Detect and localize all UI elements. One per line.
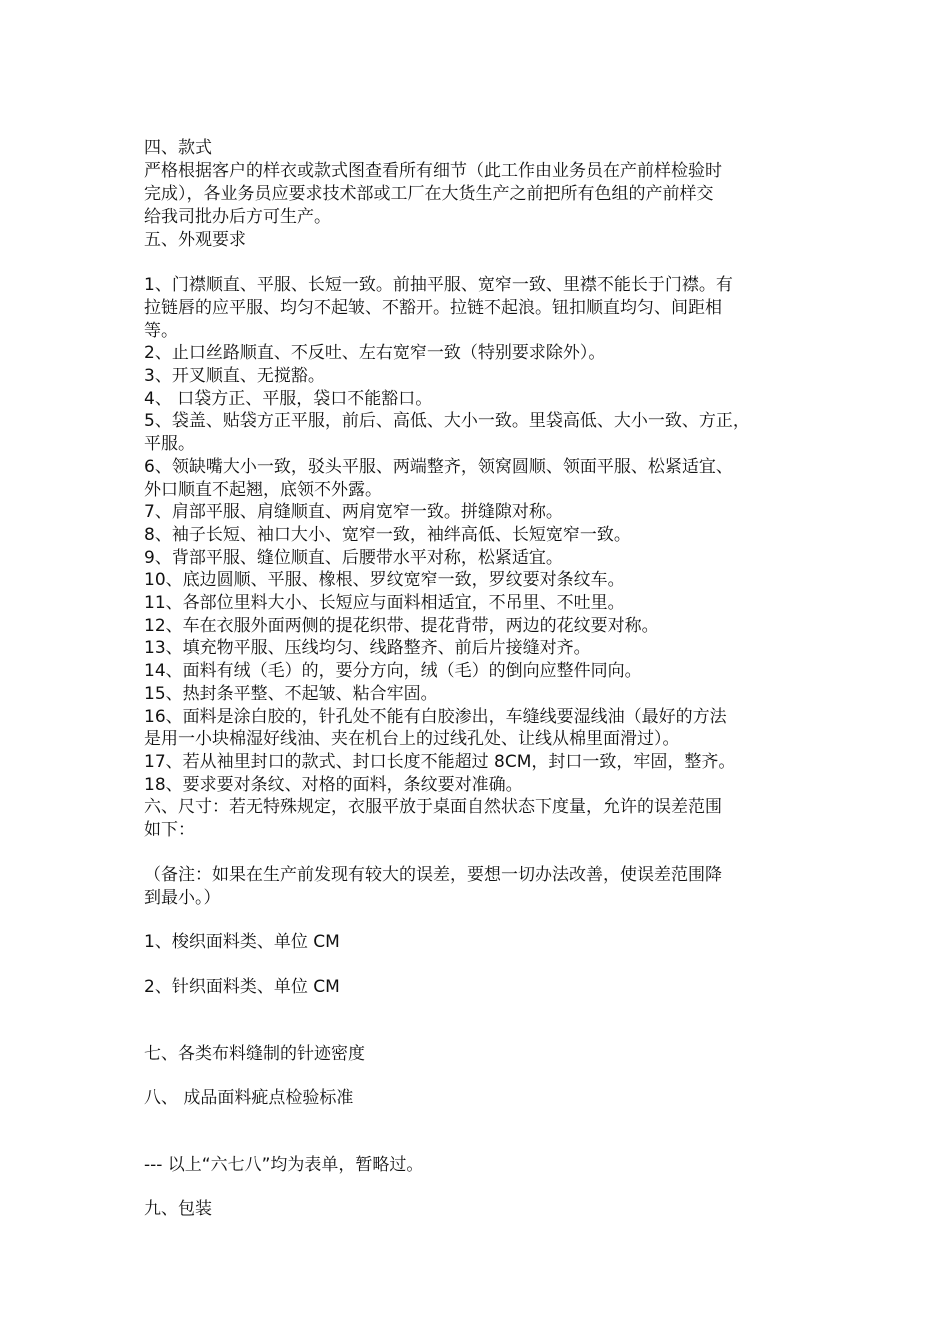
list-item: 5、袋盖、贴袋方正平服，前后、高低、大小一致。里袋高低、大小一致、方正，	[144, 411, 750, 431]
section-heading-stitch-density: 七、各类布料缝制的针迹密度	[144, 1044, 365, 1064]
list-item: 1、门襟顺直、平服、长短一致。前抽平服、宽窄一致、里襟不能长于门襟。有	[144, 275, 733, 295]
list-item: 18、要求要对条纹、对格的面料，条纹要对准确。	[144, 775, 523, 795]
list-item: 2、止口丝路顺直、不反吐、左右宽窄一致（特别要求除外）。	[144, 343, 606, 363]
paragraph-line: 严格根据客户的样衣或款式图查看所有细节（此工作由业务员在产前样检验时	[144, 161, 722, 181]
paragraph-line: 完成），各业务员应要求技术部或工厂在大货生产之前把所有色组的产前样交	[144, 184, 714, 204]
list-item: 12、车在衣服外面两侧的提花织带、提花背带，两边的花纹要对称。	[144, 616, 659, 636]
list-item: 7、肩部平服、肩缝顺直、两肩宽窄一致。拼缝隙对称。	[144, 502, 563, 522]
list-item: 15、热封条平整、不起皱、粘合牢固。	[144, 684, 438, 704]
list-item: 14、面料有绒（毛）的，要分方向，绒（毛）的倒向应整件同向。	[144, 661, 642, 681]
section-heading-size: 六、尺寸：若无特殊规定，衣服平放于桌面自然状态下度量，允许的误差范围	[144, 797, 722, 817]
list-item-continuation: 等。	[144, 321, 178, 341]
list-item: 11、各部位里料大小、长短应与面料相适宜，不吊里、不吐里。	[144, 593, 625, 613]
list-item-continuation: 是用一小块棉湿好线油、夹在机台上的过线孔处、让线从棉里面滑过）。	[144, 729, 680, 749]
section-heading-packaging: 九、包装	[144, 1199, 212, 1219]
list-item: 8、袖子长短、袖口大小、宽窄一致，袖绊高低、长短宽窄一致。	[144, 525, 631, 545]
section-heading-style: 四、款式	[144, 138, 212, 158]
list-item: 3、开叉顺直、无搅豁。	[144, 366, 325, 386]
sub-item: 1、梭织面料类、单位 CM	[144, 932, 340, 952]
list-item: 10、底边圆顺、平服、橡根、罗纹宽窄一致，罗纹要对条纹车。	[144, 570, 625, 590]
list-item: 6、领缺嘴大小一致，驳头平服、两端整齐，领窝圆顺、领面平服、松紧适宜、	[144, 457, 733, 477]
section-heading-defect-standard: 八、 成品面料疵点检验标准	[144, 1088, 354, 1108]
list-item-continuation: 平服。	[144, 434, 195, 454]
note-line: 到最小。）	[144, 888, 221, 908]
note-line: （备注：如果在生产前发现有较大的误差，要想一切办法改善，使误差范围降	[144, 865, 722, 885]
list-item: 13、填充物平服、压线均匀、线路整齐、前后片接缝对齐。	[144, 638, 591, 658]
list-item-continuation: 拉链唇的应平服、均匀不起皱、不豁开。拉链不起浪。钮扣顺直均匀、间距相	[144, 298, 722, 318]
list-item: 17、若从袖里封口的款式、封口长度不能超过 8CM，封口一致，牢固，整齐。	[144, 752, 736, 772]
list-item: 16、面料是涂白胶的，针孔处不能有白胶渗出，车缝线要湿线油（最好的方法	[144, 707, 727, 727]
sub-item: 2、针织面料类、单位 CM	[144, 977, 340, 997]
note-line: --- 以上“六七八”均为表单，暂略过。	[144, 1155, 424, 1175]
paragraph-line: 如下：	[144, 820, 195, 840]
paragraph-line: 给我司批办后方可生产。	[144, 207, 331, 227]
section-heading-appearance: 五、外观要求	[144, 230, 246, 250]
list-item: 4、 口袋方正、平服，袋口不能豁口。	[144, 389, 433, 409]
list-item-continuation: 外口顺直不起翘，底领不外露。	[144, 480, 382, 500]
list-item: 9、背部平服、缝位顺直、后腰带水平对称，松紧适宜。	[144, 548, 563, 568]
